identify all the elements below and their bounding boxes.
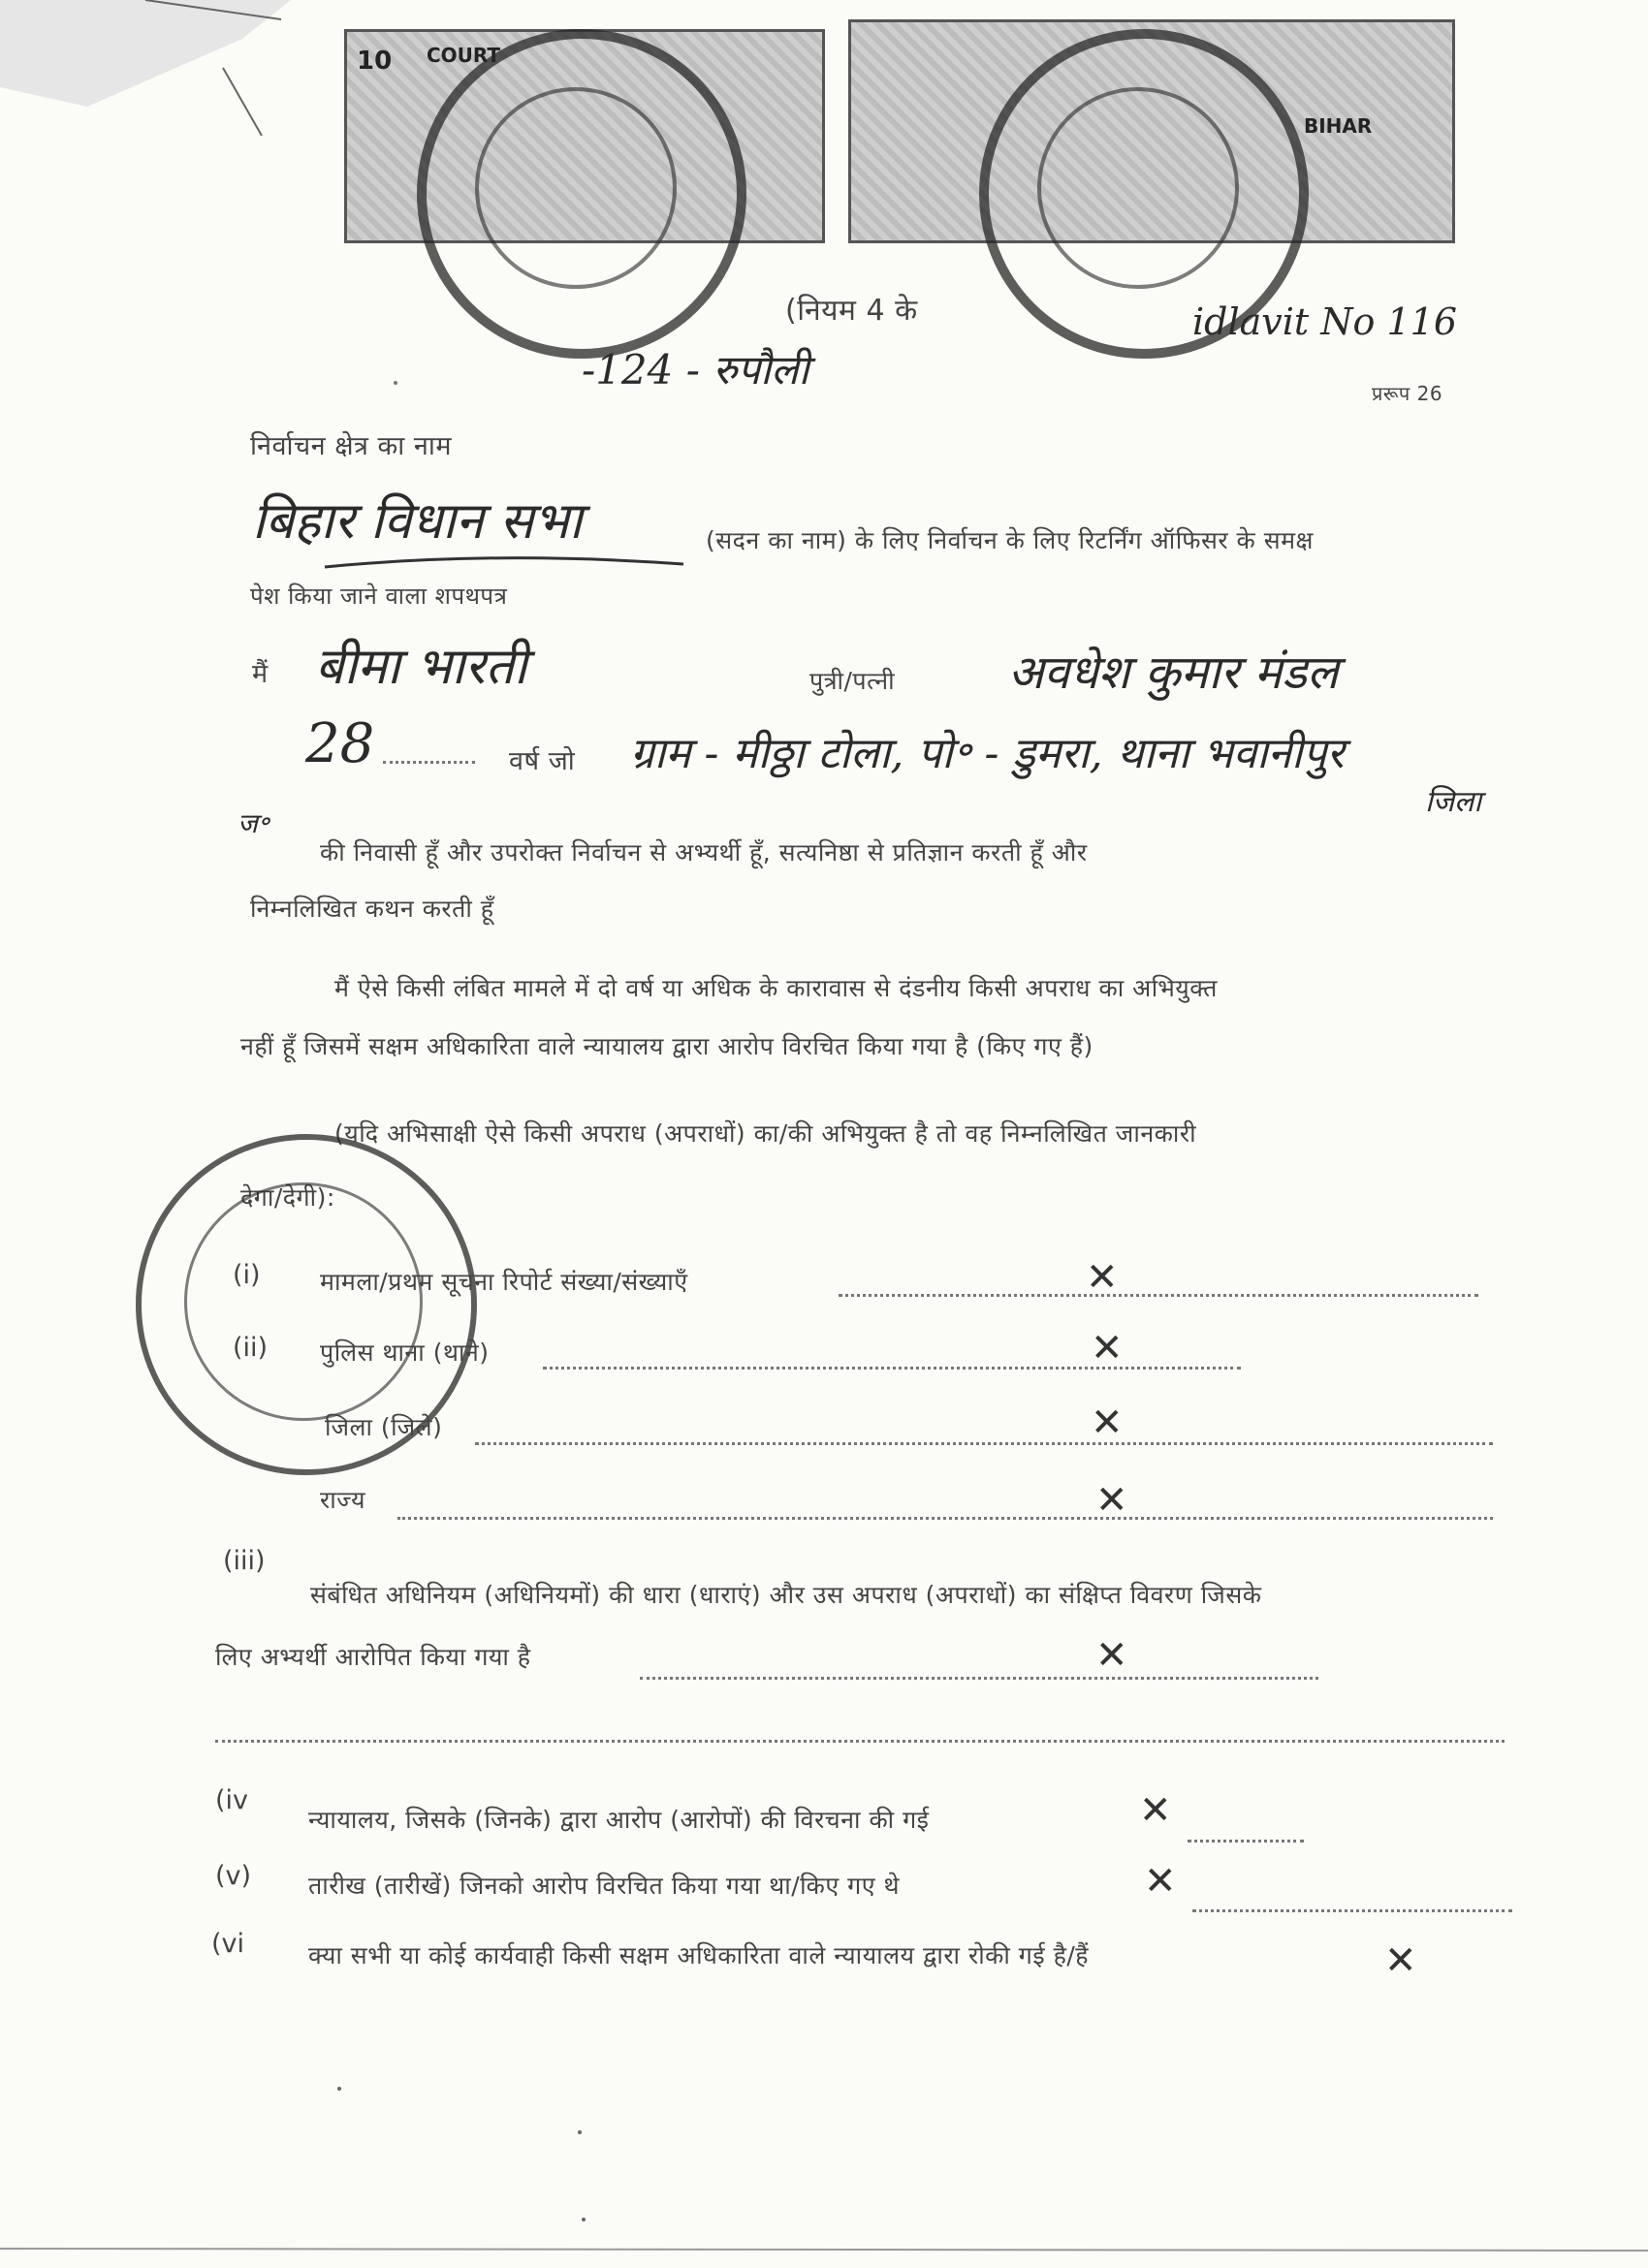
item-i-number: (i) <box>233 1260 261 1290</box>
item-iii-cross-mark: ✕ <box>1095 1633 1128 1678</box>
affidavit-filing-label: पेश किया जाने वाला शपथपत्र <box>250 583 508 610</box>
para1-line1: मैं ऐसे किसी लंबित मामले में दो वर्ष या अधिक के कारावास से दंडनीय किसी अपराध का अभियुक्त <box>334 974 1218 1002</box>
item-vi-number: (vi <box>211 1929 245 1959</box>
item-iv-cross-mark: ✕ <box>1139 1788 1172 1833</box>
form-corner-label: प्ररूप 26 <box>1372 382 1443 405</box>
house-name-handwritten: बिहार विधान सभा <box>252 492 583 551</box>
address-handwritten: ग्राम - मीठ्ठा टोला, पो॰ - डुमरा, थाना भवानीपुर <box>630 729 1345 778</box>
district-label: जिला (जिले) <box>325 1413 443 1441</box>
item-v-number: (v) <box>215 1861 252 1891</box>
husband-name-handwritten: अवधेश कुमार मंडल <box>1008 646 1339 700</box>
item-iii-number: (iii) <box>223 1546 266 1576</box>
item-ii-text: पुलिस थाना (थाने) <box>320 1339 490 1367</box>
constituency-suffix: (सदन का नाम) के लिए निर्वाचन के लिए रिटर्निंग ऑफिसर के समक्ष <box>706 526 1314 554</box>
stamp-amount-handwritten: -124 - रुपौली <box>582 346 809 394</box>
item-iv-number: (iv <box>215 1785 249 1815</box>
item-iv-text: न्यायालय, जिसके (जिनके) द्वारा आरोप (आरोपों) की विरचना की गई <box>308 1806 930 1834</box>
state-label: राज्य <box>320 1486 366 1514</box>
para2-line1: (यदि अभिसाक्षी ऐसे किसी अपराध (अपराधों) का/की अभियुक्त है तो वह निम्नलिखित जानकारी <box>334 1119 1197 1148</box>
relation-label: पुत्री/पत्नी <box>809 667 896 695</box>
item-iii-line1: संबंधित अधिनियम (अधिनियमों) की धारा (धाराएं) और उस अपराध (अपराधों) का संक्षिप्त विवरण जिसके <box>310 1581 1262 1609</box>
item-v-cross-mark: ✕ <box>1144 1859 1177 1904</box>
stamp-bihar-label: BIHAR <box>1304 114 1373 138</box>
stamp-value: 10 <box>357 47 393 76</box>
item-ii-number: (ii) <box>233 1333 269 1363</box>
age-handwritten: 28 <box>305 712 375 775</box>
statement-intro: निम्नलिखित कथन करती हूँ <box>250 895 494 923</box>
item-vi-cross-mark: ✕ <box>1384 1938 1417 1983</box>
para1-line2: नहीं हूँ जिसमें सक्षम अधिकारिता वाले न्यायालय द्वारा आरोप विरचित किया गया है (किए गए हैं) <box>240 1032 1093 1060</box>
item-iii-line2: लिए अभ्यर्थी आरोपित किया गया है <box>215 1643 531 1671</box>
deponent-name-handwritten: बीमा भारती <box>315 638 527 696</box>
constituency-label: निर्वाचन क्षेत्र का नाम <box>250 431 452 461</box>
deponent-line3-mark: ज॰ <box>238 807 269 839</box>
state-cross-mark: ✕ <box>1095 1478 1128 1523</box>
age-label: वर्ष जो <box>509 746 576 776</box>
item-i-text: मामला/प्रथम सूचना रिपोर्ट संख्या/संख्याएँ <box>320 1268 688 1296</box>
district-handwritten: जिला <box>1425 785 1482 819</box>
item-vi-text: क्या सभी या कोई कार्यवाही किसी सक्षम अधिकारिता वाले न्यायालय द्वारा रोकी गई है/हैं <box>308 1941 1090 1969</box>
item-ii-cross-mark: ✕ <box>1091 1326 1124 1370</box>
affidavit-number-handwritten: idlavit No 116 <box>1192 300 1457 343</box>
district-cross-mark: ✕ <box>1091 1401 1124 1445</box>
para2-line2: देगा/देगी): <box>240 1183 335 1212</box>
deponent-prefix: मैं <box>252 659 269 689</box>
resident-statement: की निवासी हूँ और उपरोक्त निर्वाचन से अभ्यर्थी हूँ, सत्यनिष्ठा से प्रतिज्ञान करती हूँ और <box>320 838 1088 866</box>
rule-reference: (नियम 4 के <box>785 294 918 328</box>
item-i-cross-mark: ✕ <box>1086 1255 1119 1300</box>
stamp-court-label: COURT <box>427 44 501 67</box>
item-v-text: तारीख (तारीखें) जिनको आरोप विरचित किया गया था/किए गए थे <box>308 1872 900 1900</box>
